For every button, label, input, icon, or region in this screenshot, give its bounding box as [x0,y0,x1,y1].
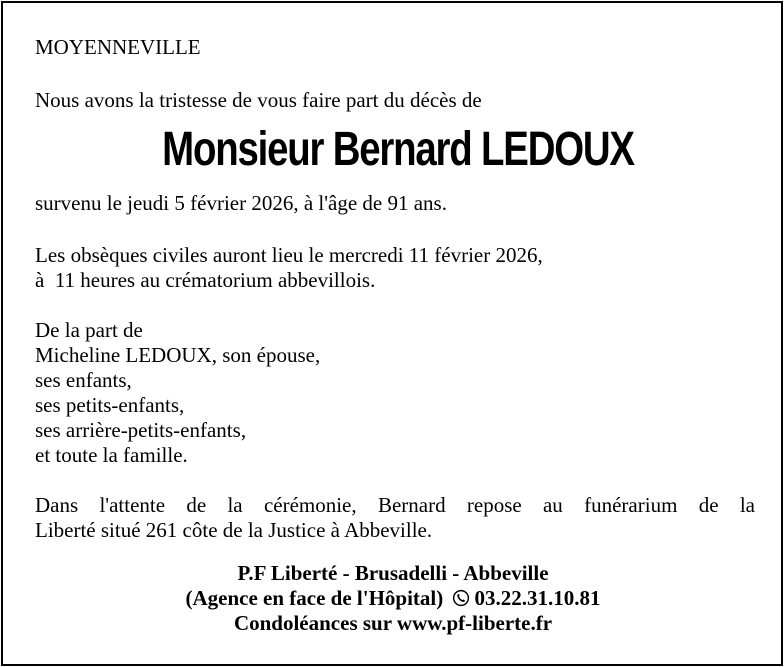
rest-line: Dans l'attente de la cérémonie, Bernard repose au funérarium de la [35,493,755,517]
funeral-info [35,243,543,293]
rest-info [35,493,755,543]
agency-text: (Agence en face de l'Hôpital) [185,586,444,610]
town-name: MOYENNEVILLE [35,35,201,59]
family-line: ses petits-enfants, [35,393,185,417]
phone-icon [452,589,470,607]
deceased-name: Monsieur Bernard LEDOUX [162,123,634,176]
company-name: P.F Liberté - Brusadelli - Abbeville [237,561,549,585]
family-line: Micheline LEDOUX, son épouse, [35,343,321,367]
family-line: ses enfants, [35,368,132,392]
obituary-notice [1,1,783,666]
funeral-line: Les obsèques civiles auront lieu le mercredi 11 février 2026, [35,243,543,267]
condolences-line: Condoléances sur www.pf-liberte.fr [233,611,553,635]
funeral-line: à 11 heures au crématorium abbevillois. [35,268,376,292]
death-text: survenu le jeudi 5 février 2026, à l'âge de 91 ans. [35,191,447,215]
family-line: et toute la famille. [35,443,188,467]
intro-text: Nous avons la tristesse de vous faire part du décès de [35,88,482,112]
rest-line: Liberté situé 261 côte de la Justice à Abbeville. [35,518,433,542]
family-list [35,318,320,468]
agency-line [3,586,783,611]
phone-number: 03.22.31.10.81 [474,586,601,610]
family-line: ses arrière-petits-enfants, [35,418,247,442]
family-line: De la part de [35,318,143,342]
funeral-home-footer [3,561,783,636]
